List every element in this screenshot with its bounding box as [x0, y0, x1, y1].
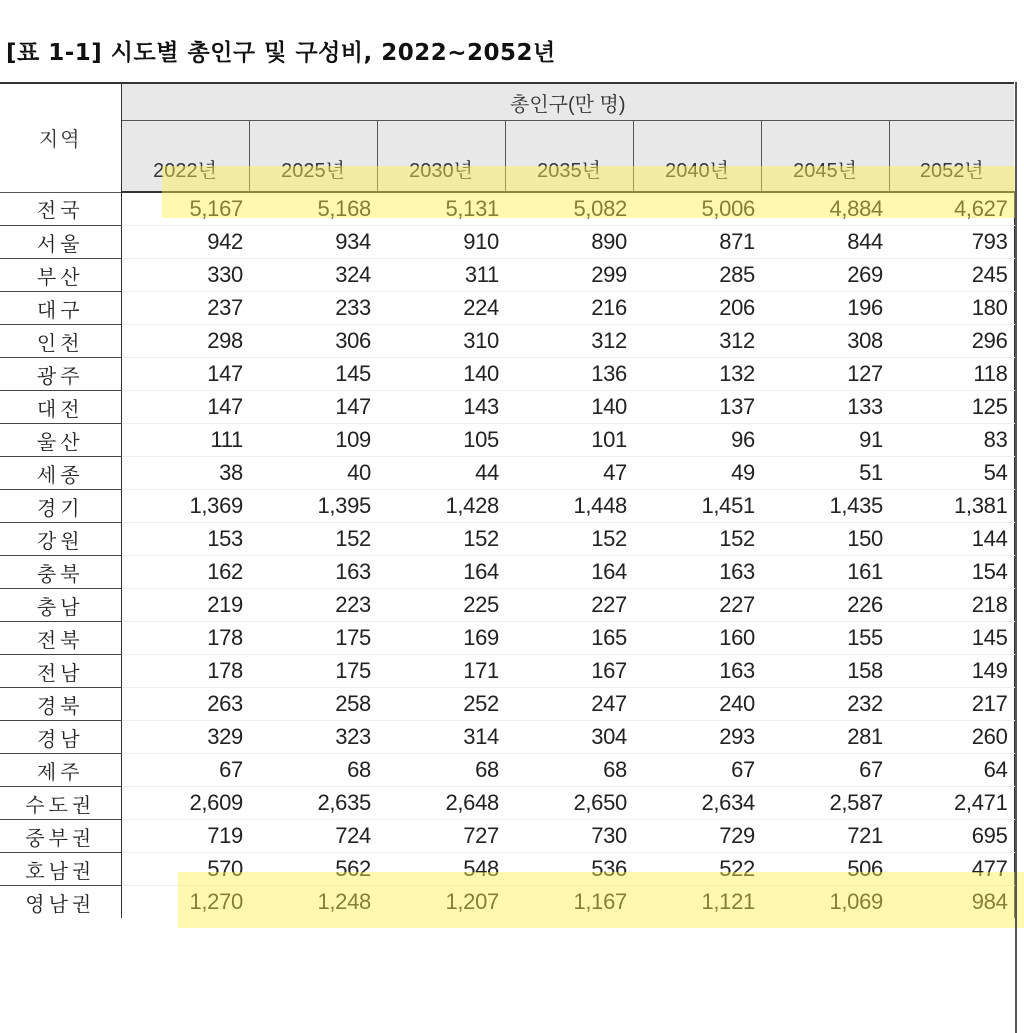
region-name-cell: 인천: [0, 325, 121, 358]
population-value-cell: 125: [889, 391, 1014, 424]
region-name-cell: 중부권: [0, 820, 121, 853]
table-row: [0, 457, 1014, 490]
population-value-cell: 562: [249, 853, 377, 886]
table-row: [0, 556, 1014, 589]
population-value-cell: 252: [377, 688, 505, 721]
population-value-cell: 5,167: [121, 192, 249, 226]
population-value-cell: 105: [377, 424, 505, 457]
population-value-cell: 68: [505, 754, 633, 787]
region-name-cell: 부산: [0, 259, 121, 292]
population-value-cell: 4,627: [889, 192, 1014, 226]
population-value-cell: 51: [761, 457, 889, 490]
population-value-cell: 240: [633, 688, 761, 721]
population-value-cell: 324: [249, 259, 377, 292]
population-value-cell: 163: [249, 556, 377, 589]
table-title: [표 1-1] 시도별 총인구 및 구성비, 2022~2052년: [6, 40, 556, 66]
population-value-cell: 721: [761, 820, 889, 853]
table-row: [0, 655, 1014, 688]
population-value-cell: 155: [761, 622, 889, 655]
population-value-cell: 171: [377, 655, 505, 688]
population-value-cell: 310: [377, 325, 505, 358]
population-value-cell: 536: [505, 853, 633, 886]
region-name-cell: 수도권: [0, 787, 121, 820]
population-value-cell: 132: [633, 358, 761, 391]
table-row: [0, 192, 1014, 226]
population-value-cell: 1,369: [121, 490, 249, 523]
region-name-cell: 충북: [0, 556, 121, 589]
population-value-cell: 175: [249, 622, 377, 655]
table-row: [0, 358, 1014, 391]
population-value-cell: 206: [633, 292, 761, 325]
population-value-cell: 145: [249, 358, 377, 391]
population-value-cell: 260: [889, 721, 1014, 754]
population-value-cell: 844: [761, 226, 889, 259]
table-row: [0, 589, 1014, 622]
population-value-cell: 2,635: [249, 787, 377, 820]
population-value-cell: 312: [505, 325, 633, 358]
population-value-cell: 163: [633, 655, 761, 688]
table-row: [0, 391, 1014, 424]
population-value-cell: 890: [505, 226, 633, 259]
population-value-cell: 1,395: [249, 490, 377, 523]
population-value-cell: 1,248: [317, 889, 371, 914]
population-value-cell: 227: [633, 589, 761, 622]
year-header: 2022년: [121, 121, 249, 193]
population-value-cell: 245: [889, 259, 1014, 292]
population-value-cell: 233: [249, 292, 377, 325]
population-value-cell: 5,082: [505, 192, 633, 226]
population-value-cell: 2,609: [121, 787, 249, 820]
population-value-cell: 299: [505, 259, 633, 292]
population-value-cell: 154: [889, 556, 1014, 589]
region-name-cell: 대구: [0, 292, 121, 325]
population-value-cell: 258: [249, 688, 377, 721]
population-value-cell: 54: [889, 457, 1014, 490]
population-value-cell: 285: [633, 259, 761, 292]
population-value-cell: 150: [761, 523, 889, 556]
table-body: [0, 192, 1014, 918]
population-value-cell: 127: [761, 358, 889, 391]
table-row: [0, 259, 1014, 292]
population-value-cell: 164: [377, 556, 505, 589]
year-header: 2045년: [761, 121, 889, 193]
population-value-cell: 298: [121, 325, 249, 358]
table-row: [0, 523, 1014, 556]
population-value-cell: 281: [761, 721, 889, 754]
population-value-cell: 477: [889, 853, 1014, 886]
population-value-cell: 1,207: [445, 889, 499, 914]
population-value-cell: 145: [889, 622, 1014, 655]
region-name-cell: 경남: [0, 721, 121, 754]
population-value-cell: 323: [249, 721, 377, 754]
population-value-cell: 164: [505, 556, 633, 589]
population-value-cell: 2,648: [377, 787, 505, 820]
population-value-cell: 83: [889, 424, 1014, 457]
population-value-cell: 1,448: [505, 490, 633, 523]
population-value-cell: 147: [121, 391, 249, 424]
population-value-cell: 724: [249, 820, 377, 853]
population-value-cell: 506: [761, 853, 889, 886]
population-value-cell: 570: [121, 853, 249, 886]
year-header: 2025년: [249, 121, 377, 193]
population-value-cell: 218: [889, 589, 1014, 622]
population-value-cell: 67: [761, 754, 889, 787]
population-value-cell: 96: [633, 424, 761, 457]
table-row: [0, 787, 1014, 820]
population-value-cell: 111: [121, 424, 249, 457]
header-row-group: [0, 83, 1014, 121]
region-name-cell: 충남: [0, 589, 121, 622]
population-value-cell: 224: [377, 292, 505, 325]
region-name-cell: 전북: [0, 622, 121, 655]
population-value-cell: 308: [761, 325, 889, 358]
population-value-cell: 91: [761, 424, 889, 457]
year-header: 2035년: [505, 121, 633, 193]
region-name-cell: 영남권: [0, 886, 121, 919]
population-value-cell: 312: [633, 325, 761, 358]
population-value-cell: 1,167: [573, 889, 627, 914]
population-value-cell: 304: [505, 721, 633, 754]
population-value-cell: 40: [249, 457, 377, 490]
population-value-cell: 140: [505, 391, 633, 424]
population-value-cell: 137: [633, 391, 761, 424]
table-row: [0, 226, 1014, 259]
population-value-cell: 136: [505, 358, 633, 391]
population-value-cell: 49: [633, 457, 761, 490]
population-value-cell: 217: [889, 688, 1014, 721]
population-value-cell: 871: [633, 226, 761, 259]
population-value-cell: 727: [377, 820, 505, 853]
population-value-cell: 232: [761, 688, 889, 721]
population-value-cell: 68: [377, 754, 505, 787]
population-value-cell: 548: [377, 853, 505, 886]
population-value-cell: 67: [121, 754, 249, 787]
population-value-cell: 167: [505, 655, 633, 688]
population-value-cell: 793: [889, 226, 1014, 259]
population-value-cell: 227: [505, 589, 633, 622]
population-value-cell: 101: [505, 424, 633, 457]
region-name-cell: 세종: [0, 457, 121, 490]
table-row: [0, 721, 1014, 754]
population-value-cell: 247: [505, 688, 633, 721]
population-value-cell: 223: [249, 589, 377, 622]
population-value-cell: 163: [633, 556, 761, 589]
table-row: [0, 820, 1014, 853]
table-row: [0, 622, 1014, 655]
population-value-cell: 306: [249, 325, 377, 358]
population-value-cell: 1,435: [761, 490, 889, 523]
population-value-cell: 5,131: [377, 192, 505, 226]
region-name-cell: 광주: [0, 358, 121, 391]
table-row: [0, 853, 1014, 886]
population-value-cell: 47: [505, 457, 633, 490]
population-value-cell: 269: [761, 259, 889, 292]
population-value-cell: 695: [889, 820, 1014, 853]
table-row: [0, 688, 1014, 721]
region-name-cell: 전국: [0, 192, 121, 226]
population-value-cell: 149: [889, 655, 1014, 688]
population-value-cell: 219: [121, 589, 249, 622]
region-name-cell: 제주: [0, 754, 121, 787]
population-value-cell: 158: [761, 655, 889, 688]
population-value-cell: 165: [505, 622, 633, 655]
population-value-cell: 730: [505, 820, 633, 853]
population-value-cell: 152: [633, 523, 761, 556]
population-value-cell: 1,270: [189, 889, 243, 914]
population-value-cell: 178: [121, 622, 249, 655]
population-value-cell: 984: [889, 886, 1014, 919]
population-value-cell: 68: [249, 754, 377, 787]
population-value-cell: 178: [121, 655, 249, 688]
population-value-cell: 152: [505, 523, 633, 556]
population-value-cell: 263: [121, 688, 249, 721]
region-name-cell: 강원: [0, 523, 121, 556]
population-value-cell: 1,069: [829, 889, 883, 914]
table-row: [0, 490, 1014, 523]
population-value-cell: 160: [633, 622, 761, 655]
table-row: [0, 886, 1014, 919]
table-right-border: [1015, 82, 1017, 1033]
population-table: [0, 82, 1015, 918]
population-value-cell: 161: [761, 556, 889, 589]
population-value-cell: 729: [633, 820, 761, 853]
population-value-cell: 311: [377, 259, 505, 292]
population-value-cell: 147: [249, 391, 377, 424]
region-name-cell: 서울: [0, 226, 121, 259]
table-row: [0, 292, 1014, 325]
population-value-cell: 140: [377, 358, 505, 391]
region-name-cell: 울산: [0, 424, 121, 457]
population-value-cell: 143: [377, 391, 505, 424]
population-value-cell: 162: [121, 556, 249, 589]
population-value-cell: 910: [377, 226, 505, 259]
population-value-cell: 942: [121, 226, 249, 259]
population-value-cell: 169: [377, 622, 505, 655]
population-value-cell: 2,650: [505, 787, 633, 820]
population-value-cell: 226: [761, 589, 889, 622]
population-value-cell: 237: [121, 292, 249, 325]
population-value-cell: 1,121: [701, 889, 755, 914]
population-value-cell: 2,471: [889, 787, 1014, 820]
population-value-cell: 4,884: [761, 192, 889, 226]
population-value-cell: 64: [889, 754, 1014, 787]
population-value-cell: 118: [889, 358, 1014, 391]
population-value-cell: 152: [377, 523, 505, 556]
population-value-cell: 67: [633, 754, 761, 787]
region-name-cell: 대전: [0, 391, 121, 424]
year-header: 2030년: [377, 121, 505, 193]
population-value-cell: 522: [633, 853, 761, 886]
year-header: 2040년: [633, 121, 761, 193]
population-value-cell: 152: [249, 523, 377, 556]
population-value-cell: 180: [889, 292, 1014, 325]
population-value-cell: 934: [249, 226, 377, 259]
region-name-cell: 경북: [0, 688, 121, 721]
region-name-cell: 호남권: [0, 853, 121, 886]
population-value-cell: 38: [121, 457, 249, 490]
population-value-cell: 44: [377, 457, 505, 490]
population-value-cell: 5,006: [633, 192, 761, 226]
region-column-header: 지역: [0, 83, 121, 192]
population-value-cell: 153: [121, 523, 249, 556]
population-value-cell: 225: [377, 589, 505, 622]
population-value-cell: 2,634: [633, 787, 761, 820]
population-value-cell: 196: [761, 292, 889, 325]
population-value-cell: 1,428: [377, 490, 505, 523]
header-row-years: [0, 121, 1014, 193]
region-name-cell: 전남: [0, 655, 121, 688]
population-value-cell: 296: [889, 325, 1014, 358]
population-value-cell: 144: [889, 523, 1014, 556]
population-value-cell: 330: [121, 259, 249, 292]
population-value-cell: 175: [249, 655, 377, 688]
population-value-cell: 147: [121, 358, 249, 391]
total-population-header: 총인구(만 명): [121, 83, 1014, 121]
table-row: [0, 424, 1014, 457]
population-value-cell: 314: [377, 721, 505, 754]
population-value-cell: 1,451: [633, 490, 761, 523]
population-value-cell: 2,587: [761, 787, 889, 820]
table-row: [0, 754, 1014, 787]
population-value-cell: 109: [249, 424, 377, 457]
population-value-cell: 293: [633, 721, 761, 754]
population-value-cell: 329: [121, 721, 249, 754]
population-value-cell: 216: [505, 292, 633, 325]
table-row: [0, 325, 1014, 358]
year-header: 2052년: [889, 121, 1014, 193]
population-value-cell: 719: [121, 820, 249, 853]
region-name-cell: 경기: [0, 490, 121, 523]
population-value-cell: 1,381: [889, 490, 1014, 523]
population-value-cell: 133: [761, 391, 889, 424]
population-value-cell: 5,168: [249, 192, 377, 226]
